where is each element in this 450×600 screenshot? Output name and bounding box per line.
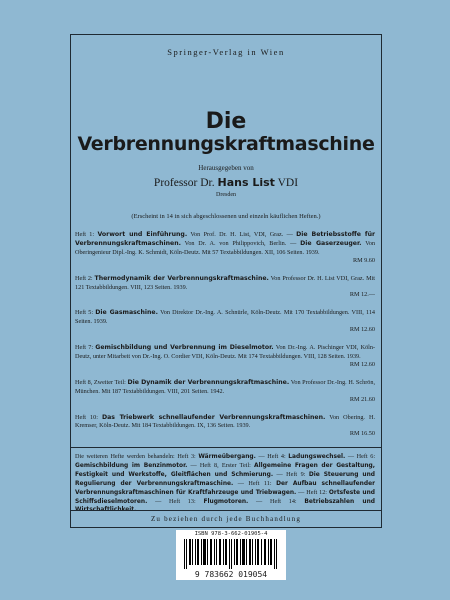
- issue-title: Die Dynamik der Verbrennungskraftmaschine.: [127, 378, 290, 386]
- forthcoming-title: Der Aufbau schnellaufender Verbrennungskraftmaschinen für Kraftfahrzeuge und Triebwagen.: [75, 480, 375, 496]
- issue-price: RM 12.—: [349, 291, 375, 299]
- forthcoming-lead: Die weiteren Hefte werden behandeln:: [75, 453, 175, 460]
- issue-number: Heft 8, Zweiter Teil:: [75, 378, 126, 386]
- editor-city: Dresden: [216, 192, 236, 198]
- issue-number: Heft 7:: [75, 344, 94, 352]
- forthcoming-number: Heft 3:: [177, 453, 196, 460]
- forthcoming-number: Heft 14:: [269, 497, 297, 505]
- issue-price: RM 21.60: [349, 395, 375, 403]
- editor-intro: Herausgegeben von: [198, 164, 254, 172]
- forthcoming-title: Ladungswechsel.: [288, 454, 346, 460]
- issue-details: Von Professor Dr.-Ing. H. Schrön, München. Mit 187 Textabbildungen. VIII, 201 Seiten. 1942.: [75, 378, 376, 395]
- issue-entry: [75, 231, 375, 266]
- issue-details: Von Oberingenieur Dipl.-Ing. K. Schmidt, Köln-Deutz. Mit 57 Textabbildungen. XII, 106 Seiten. 1939.: [75, 239, 376, 256]
- issue-number: Heft 2:: [75, 274, 93, 282]
- issue-list: [75, 231, 375, 448]
- forthcoming-number: Heft 4:: [267, 453, 286, 460]
- issue-title: Thermodynamik der Verbrennungskraftmaschine.: [94, 274, 269, 282]
- editor-prefix: Professor Dr.: [153, 177, 215, 189]
- issue-price: RM 9.60: [352, 256, 375, 264]
- forthcoming-issues: Die weiteren Hefte werden behandeln: Heft 3: Wärmeübergang. — Heft 4: Ladungswechsel. — Heft 6: Gemischbildung im Benzinmotor. — Heft 8, Erster Teil: Allgemeine Fragen der Gestaltung, Festigkeit und Werkstoffe, Gleitflächen und Schmierung. — Heft 9: Die Steuerung und Regulierung der Verbrennungskraftmaschine. — Heft 11: Der Aufbau schnellaufender Verbrennungskraftmaschinen für Kraftfahrzeuge und Triebwagen. — Heft 12: Ortsfeste und Schiffsdieselmotoren. — Heft 13: Flugmotoren. — Heft 14: Betriebszahlen und: [75, 453, 375, 515]
- forthcoming-number: Heft 8, Erster Teil:: [199, 461, 251, 469]
- editor-suffix: VDI: [277, 177, 299, 189]
- forthcoming-title: Die Steuerung und Regulierung der Verbrennungskraftmaschine.: [75, 471, 375, 487]
- forthcoming-title: Flugmotoren.: [203, 498, 249, 505]
- publisher-line: Springer-Verlag in Wien: [167, 47, 285, 57]
- forthcoming-title: Ortsfeste und Schiffsdieselmotoren.: [75, 489, 376, 505]
- issue-title: Die Betriebsstoffe für Verbrennungskraftmaschinen.: [75, 231, 376, 247]
- forthcoming-number: Heft 12:: [306, 488, 328, 496]
- issue-title: Das Triebwerk schnellaufender Verbrennungskraftmaschinen.: [101, 413, 326, 421]
- editor-line: [71, 176, 381, 189]
- title-line-2: Verbrennungskraftmaschine: [77, 133, 375, 155]
- editor-name: Hans List: [217, 176, 275, 189]
- title-line-1: Die: [205, 109, 247, 134]
- issue-title: Gemischbildung und Verbrennung im Dieselmotor.: [95, 344, 274, 352]
- isbn-text: ISBN 978-3-662-01905-4: [194, 531, 268, 537]
- issue-number: Heft 5:: [75, 309, 94, 317]
- issue-entry: [75, 344, 375, 370]
- issue-author: Von Prof. Dr. H. List, VDI, Graz. —: [190, 231, 293, 238]
- issue-details: Von Professor Dr. H. List VDI, Graz. Mit 121 Textabbildungen. VIII, 123 Seiten. 1939.: [75, 274, 376, 291]
- forthcoming-title: Betriebszahlen und: [304, 498, 375, 505]
- issue-price: RM 16.50: [349, 430, 375, 438]
- issue-details: Von Direktor Dr.-Ing. A. Schnürle, Köln-Deutz. Mit 170 Textabbildungen. VIII, 114 Seiten. 1939.: [75, 309, 376, 326]
- issue-title: Die Gasmaschine.: [95, 309, 158, 317]
- section-divider: [71, 447, 381, 448]
- barcode-number: 9 783662 019054: [194, 570, 268, 579]
- issue-title: Vorwort und Einführung.: [97, 231, 188, 238]
- issue-number: Heft 10:: [75, 413, 98, 421]
- forthcoming-number: Heft 13:: [169, 497, 196, 505]
- issue-title: Die Gaserzeuger.: [300, 239, 362, 247]
- issue-entry: [75, 275, 375, 301]
- forthcoming-number: Heft 9:: [286, 470, 306, 478]
- forthcoming-number: Heft 11:: [248, 479, 272, 487]
- series-note: (Erscheint in 14 in sich abgeschlossenen und einzeln käuflichen Heften.): [131, 213, 321, 220]
- issue-entry: [75, 414, 375, 440]
- issue-entry: [75, 309, 375, 335]
- cover-frame: [70, 34, 382, 522]
- forthcoming-title: Wärmeübergang.: [198, 454, 256, 460]
- issue-details: Von Obering. H. Kremser, Köln-Deutz. Mit 184 Textabbildungen. IX, 136 Seiten. 1939.: [75, 413, 376, 430]
- issue-price: RM 12.60: [349, 360, 375, 368]
- issue-author: Von Dr. A. von Philippovich, Berlin. —: [184, 239, 297, 247]
- bookstore-banner: Zu beziehen durch jede Buchhandlung: [70, 510, 382, 528]
- barcode-icon: [184, 539, 278, 569]
- forthcoming-number: Heft 6:: [356, 453, 376, 460]
- forthcoming-title: Gemischbildung im Benzinmotor.: [75, 462, 188, 469]
- barcode-label: [176, 530, 286, 580]
- issue-price: RM 12.60: [349, 326, 375, 334]
- issue-number: Heft 1:: [75, 231, 95, 238]
- forthcoming-title: Allgemeine Fragen der Gestaltung, Festigkeit und Werkstoffe, Gleitflächen und Schmierung.: [75, 462, 376, 478]
- issue-details: Von Dr.-Ing. A. Pischinger VDI, Köln-Deutz, unter Mitarbeit von Dr.-Ing. O. Cordier VDI, Köln-Deutz. Mit 174 Textabbildungen. VIII, 128 Seiten. 1939.: [75, 344, 376, 360]
- issue-entry: [75, 379, 375, 405]
